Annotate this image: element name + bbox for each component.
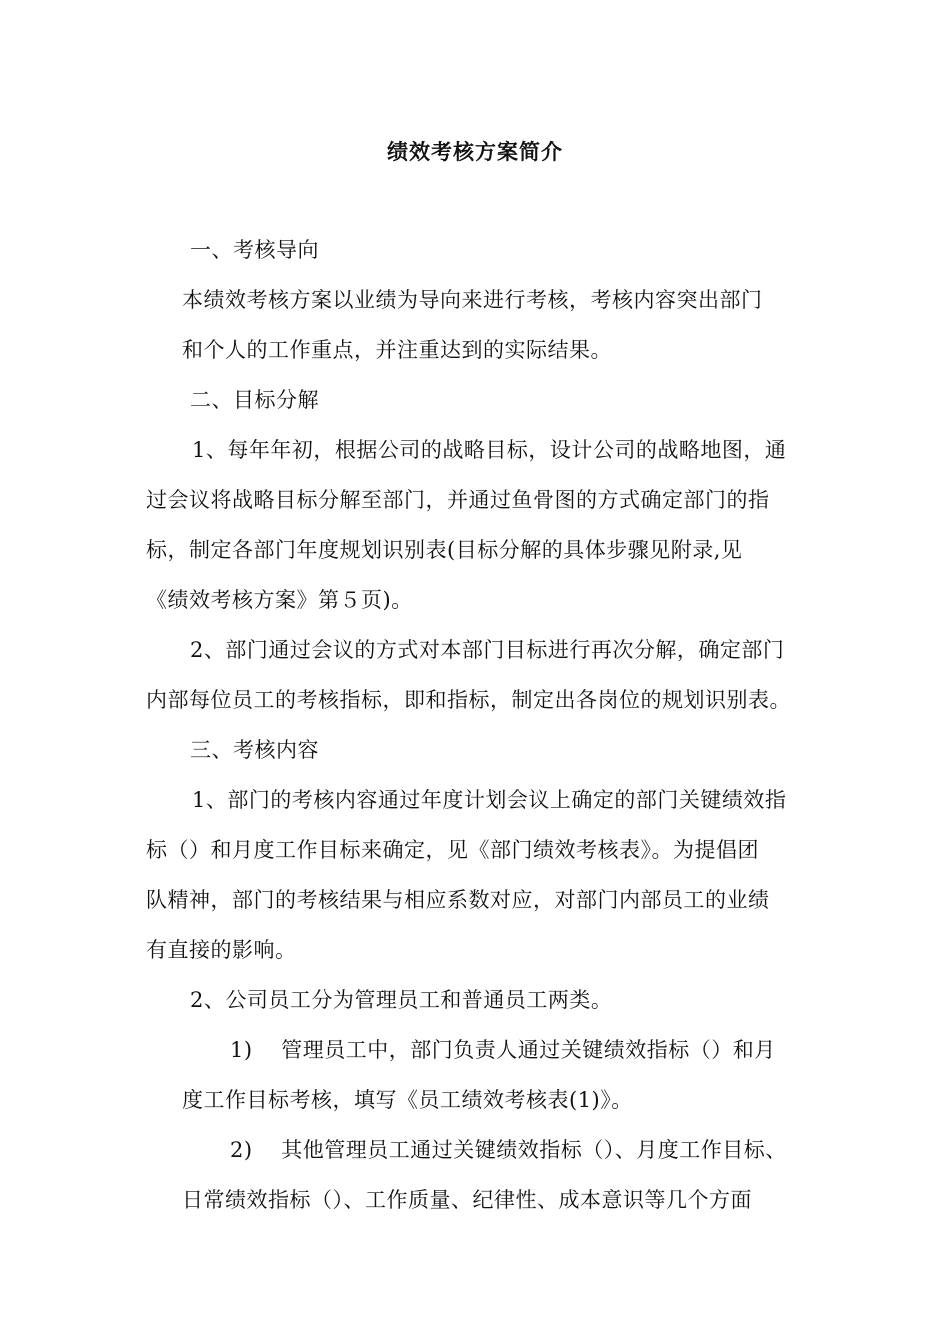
list-item-line: 1) 管理员工中，部门负责人通过关键绩效指标（）和月 — [230, 1038, 776, 1062]
section-heading-1: 一、考核导向 — [190, 238, 319, 262]
paragraph-line: 过会议将战略目标分解至部门，并通过鱼骨图的方式确定部门的指 — [146, 488, 770, 512]
paragraph-line: 本绩效考核方案以业绩为导向来进行考核，考核内容突出部门 — [182, 288, 763, 312]
paragraph-line: 标（）和月度工作目标来确定，见《部门绩效考核表》。为提倡团 — [146, 838, 759, 862]
paragraph-line: 有直接的影响。 — [146, 938, 297, 962]
list-item-line: 2) 其他管理员工通过关键绩效指标（）、月度工作目标、 — [230, 1138, 787, 1162]
paragraph-line: 2、公司员工分为管理员工和普通员工两类。 — [190, 988, 613, 1012]
paragraph-line: 内部每位员工的考核指标，即和指标，制定出各岗位的规划识别表。 — [146, 688, 791, 712]
paragraph-line: 1、部门的考核内容通过年度计划会议上确定的部门关键绩效指 — [192, 788, 787, 812]
list-item-line: 度工作目标考核，填写《员工绩效考核表(1)》。 — [182, 1088, 633, 1112]
paragraph-line: 标，制定各部门年度规划识别表(目标分解的具体步骤见附录,见 — [146, 538, 743, 562]
paragraph-line: 队精神，部门的考核结果与相应系数对应，对部门内部员工的业绩 — [146, 888, 770, 912]
paragraph-line: 《绩效考核方案》第５页)。 — [146, 588, 413, 612]
section-heading-3: 三、考核内容 — [190, 738, 319, 762]
paragraph-line: 1、每年年初，根据公司的战略目标，设计公司的战略地图，通 — [192, 438, 787, 462]
paragraph-line: 2、部门通过会议的方式对本部门目标进行再次分解，确定部门 — [190, 638, 785, 662]
list-item-line: 日常绩效指标（）、工作质量、纪律性、成本意识等几个方面 — [182, 1188, 752, 1212]
section-heading-2: 二、目标分解 — [190, 388, 319, 412]
paragraph-line: 和个人的工作重点，并注重达到的实际结果。 — [182, 338, 612, 362]
document-title: 绩效考核方案简介 — [387, 139, 563, 164]
